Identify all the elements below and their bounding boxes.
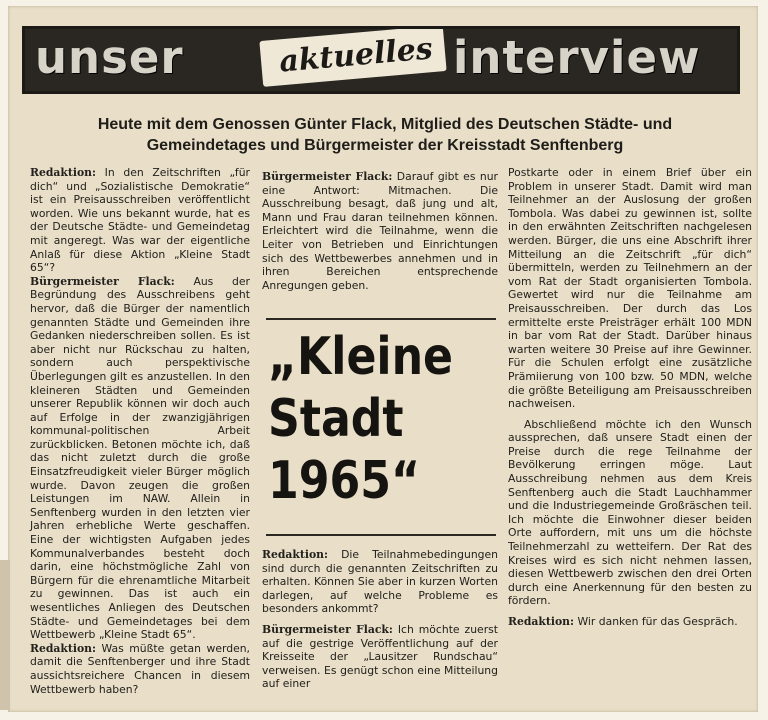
paragraph — [262, 548, 498, 616]
speaker-label: Redaktion: — [30, 166, 96, 179]
paragraph-text: Wir danken für das Gespräch. — [577, 615, 738, 628]
interview-banner — [22, 26, 740, 94]
paragraph — [508, 615, 752, 629]
paragraph-text: Aus der Begründung des Ausschreibens geht hervor, daß die Bürger der namentlich genannten Städte und Gemeinden ihre Gedanken niederschreiben sollen. Es ist aber nicht nur Rückschau zu halten, sondern auch perspektivische Überlegungen gilt es anzustellen. In den kleineren Städten und Gemeinden unserer Republik können wir doch auch auf Erfolge in der zwanzigjährigen kommunal-politischen Arbeit zurückblicken. Betonen möchte ich, daß das nicht zuletzt durch die große Einsatzfreudigkeit vieler Bürger möglich wurde. Davon zeugen die großen Leistungen im NAW. Allein in Senftenberg wurden in den letzten vier Jahren erhebliche Werte geschaffen. Eine der wichtigsten Aufgaben jedes Kommunalverbandes besteht doch darin, eine höchstmögliche Zahl von Bürgern für die ehrenamtliche Mitarbeit zu gewinnen. Das ist auch ein wesentliches Anliegen des Deutschen Städte- und Gemeindetages bei dem Wettbewerb „Kleine Stadt 65“. — [30, 274, 250, 642]
headline-line: „Kleine — [268, 327, 454, 387]
article-column-1 — [30, 166, 250, 696]
paragraph — [30, 275, 250, 642]
speaker-label: Bürgermeister Flack: — [262, 170, 393, 183]
paragraph-text: Darauf gibt es nur eine Antwort: Mitmachen. Die Ausschreibung besagt, daß jung und alt, Mann und Frau daran teilnehmen können. Erleichtert wird die Teilnahme, wenn die Leiter von Betrieben und Einrichtungen sich des Wettbewerbes annehmen und in ihren Bereichen entsprechende Anregungen geben. — [262, 170, 498, 292]
banner-word-aktuelles: aktuelles — [277, 31, 435, 80]
headline — [268, 326, 464, 512]
speaker-label: Redaktion: — [30, 641, 96, 655]
paragraph-text: Abschließend möchte ich den Wunsch aussprechen, daß unsere Stadt einen der Preise durch die rege Teilnahme der Bevölkerung erringen möge. Laut Ausschreibung nehmen aus dem Kreis Senftenberg auch die Stadt Lauchhammer und die Industriegemeinde Großräschen teil. Ich möchte die Einwohner dieser beiden Orte auffordern, mit uns um die höchste Teilnehmerzahl zu wetteifern. Der Rat des Kreises wird es sich nicht nehmen lassen, diesen Wettbewerb zwischen den drei Orten durch eine Anerkennung für den besten zu fördern. — [508, 417, 752, 608]
article-column-2 — [262, 170, 498, 292]
headline-rule-bottom — [266, 534, 496, 536]
paragraph — [508, 166, 752, 411]
headline-line: Stadt — [268, 389, 404, 449]
paragraph — [30, 642, 250, 696]
paragraph-text: Ich möchte zuerst auf die gestrige Veröffentlichung auf der Kreisseite der „Lausitzer Rundschau“ verweisen. Es genügt schon eine Mitteilung auf einer — [262, 622, 498, 691]
article-subtitle: Heute mit dem Genossen Günter Flack, Mitglied des Deutschen Städte- und Gemeindetages und Bürgermeister der Kreisstadt Senftenberg — [97, 116, 673, 154]
headline-rule-top — [266, 318, 496, 320]
paragraph — [262, 170, 498, 292]
banner-word-unser: unser — [35, 31, 184, 84]
article-column-3 — [508, 166, 752, 629]
paragraph — [262, 623, 498, 691]
paragraph — [30, 166, 250, 275]
speaker-label: Redaktion: — [262, 548, 328, 561]
speaker-label: Bürgermeister Flack: — [30, 274, 175, 288]
paragraph-text: In den Zeitschriften „für dich“ und „Sozialistische Demokratie“ ist ein Preisausschreiben veröffentlicht worden. Wie uns bekannt wurde, hat es der Deutsche Städte- und Gemeindetag mit angeregt. Was war der eigentliche Anlaß für diese Aktion „Kleine Stadt 65“? — [30, 166, 250, 275]
adjacent-column-edge — [0, 560, 10, 710]
headline-line: 1965“ — [268, 451, 421, 511]
speaker-label: Bürgermeister Flack: — [262, 622, 393, 636]
paragraph-text: Postkarte oder in einem Brief über ein Problem in unserer Stadt. Damit wird man Teilnehmer an der Auslosung der großen Tombola. Was dabei zu gewinnen ist, sollte in den erwähnten Zeitschriften nachgelesen werden. Bürger, die uns eine Abschrift ihrer Mitteilung an die Zeitschrift „für dich“ übermitteln, werden zu Teilnehmern an der vom Rat der Stadt organisierten Tombola. Gewertet wird nur die Teilnahme am Preisausschreiben. Der durch das Los ermittelte erste Preisträger erhält 100 MDN in bar vom Rat der Stadt. Darüber hinaus warten weitere 30 Preise auf ihre Gewinner. Für die Schulen erfolgt eine zusätzliche Prämiierung von 100 bzw. 50 MDN, welche die größte Beteiligung am Preisausschreiben nachweisen. — [508, 166, 752, 411]
article-column-2-lower — [262, 548, 498, 691]
paragraph-text: Die Teilnahmebedingungen sind durch die genannten Zeitschriften zu erhalten. Können Sie aber in kurzen Worten darlegen, auf welche Probleme es besonders ankommt? — [262, 548, 499, 616]
paragraph — [508, 418, 752, 608]
paragraph-text: Was müßte getan werden, damit die Senftenberger und ihre Stadt aussichtsreichere Chancen in diesem Wettbewerb haben? — [30, 641, 250, 696]
banner-word-interview: interview — [453, 31, 701, 84]
speaker-label: Redaktion: — [508, 615, 574, 628]
